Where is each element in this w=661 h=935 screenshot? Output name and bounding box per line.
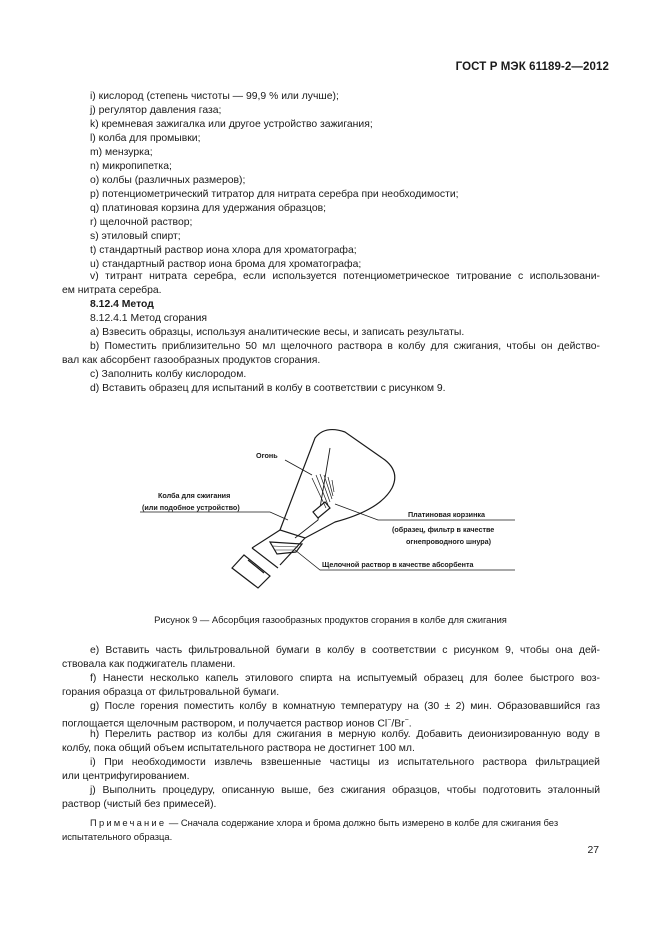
list-item: j) регулятор давления газа; [90, 105, 222, 116]
step-c: c) Заполнить колбу кислородом. [90, 369, 247, 380]
note-line2: испытательного образца. [62, 831, 173, 842]
label-solution: Щелочной раствор в качестве абсорбента [322, 560, 474, 569]
step-h-line2: колбу, пока общий объем испытательного раствора не достигнет 100 мл. [62, 743, 415, 754]
list-item: n) микропипетка; [90, 161, 172, 172]
list-item: i) кислород (степень чистоты — 99,9 % или лучше); [90, 91, 339, 102]
list-item: l) колба для промывки; [90, 133, 201, 144]
step-d: d) Вставить образец для испытаний в колбу в соответствии с рисунком 9. [90, 383, 446, 394]
step-b-line2: вал как абсорбент газообразных продуктов сгорания. [62, 355, 321, 366]
step-f-line2: горания образца от фильтровальной бумаги. [62, 687, 280, 698]
step-f-line1: f) Нанести несколько капель этилового спирта на испытуемый образец для более быстрого воз- [90, 673, 600, 684]
list-item: s) этиловый спирт; [90, 231, 181, 242]
subsection-heading: 8.12.4.1 Метод сгорания [90, 313, 208, 324]
list-item: o) колбы (различных размеров); [90, 175, 246, 186]
step-a: a) Взвесить образцы, используя аналитические весы, и записать результаты. [90, 327, 465, 338]
list-item: k) кремневая зажигалка или другое устройство зажигания; [90, 119, 373, 130]
step-g-line1: g) После горения поместить колбу в комнатную температуру на (30 ± 2) мин. Образовавшийся газ [90, 701, 600, 712]
step-j-line1: j) Выполнить процедуру, описанную выше, без сжигания образцов, чтобы подготовить эталонный [90, 785, 600, 796]
note-label: Примечание [90, 817, 167, 828]
label-basket-1: Платиновая корзинка [408, 510, 486, 519]
note-text-1: — Сначала содержание хлора и брома должно быть измерено в колбе для сжигания без [166, 817, 559, 828]
figure-caption: Рисунок 9 — Абсорбция газообразных продуктов сгорания в колбе для сжигания [154, 614, 507, 625]
list-item: q) платиновая корзина для удержания образцов; [90, 203, 327, 214]
step-g-text-a: поглощается щелочным раствором, и получается раствор ионов Cl [62, 718, 388, 730]
step-g-text-b: /Br [391, 718, 405, 730]
list-item-v-line2: ем нитрата серебра. [62, 285, 162, 296]
step-j-line2: раствор (чистый без примесей). [62, 799, 217, 810]
step-e-line1: e) Вставить часть фильтровальной бумаги в колбу в соответствии с рисунком 9, чтобы она дей- [90, 645, 600, 656]
list-item-v-line1: v) титрант нитрата серебра, если используется потенциометрическое титрование с использовани- [90, 271, 600, 282]
flask-diagram [130, 420, 530, 595]
holder-wire [295, 448, 330, 538]
flask-bulb [280, 430, 395, 538]
superscript-minus-cl: − [387, 717, 392, 724]
section-heading: 8.12.4 Метод [90, 299, 154, 310]
step-b-line1: b) Поместить приблизительно 50 мл щелочного раствора в колбу для сжигания, чтобы он действо- [90, 341, 600, 352]
step-h-line1: h) Перелить раствор из колбы для сжигания в мерную колбу. Добавить деионизированную воду в [90, 729, 600, 740]
label-flask-1: Колба для сжигания [158, 491, 231, 500]
list-item: r) щелочной раствор; [90, 217, 193, 228]
combustion-flask-figure [130, 420, 530, 595]
list-item: u) стандартный раствор иона брома для хроматографа; [90, 259, 362, 270]
document-header: ГОСТ Р МЭК 61189-2—2012 [455, 61, 609, 73]
list-item: t) стандартный раствор иона хлора для хроматографа; [90, 245, 357, 256]
step-e-line2: ствовала как поджигатель пламени. [62, 659, 236, 670]
list-item: m) мензурка; [90, 147, 153, 158]
step-g-text-c: . [408, 718, 412, 730]
step-i-line1: i) При необходимости извлечь взвешенные частицы из испытательного раствора фильтрацией [90, 757, 600, 768]
flask-stopper [232, 555, 270, 588]
step-i-line2: или центрифугированием. [62, 771, 190, 782]
superscript-minus-br: − [404, 717, 409, 724]
label-flask-2: (или подобное устройство) [142, 503, 240, 512]
label-basket-2: (образец, фильтр в качестве [392, 525, 495, 534]
leader-flask [140, 512, 288, 520]
leader-fire [285, 460, 312, 475]
note-line1 [90, 816, 600, 829]
page-number: 27 [587, 845, 599, 856]
label-basket-3: огнепроводного шнура) [406, 537, 492, 546]
list-item: p) потенциометрический титратор для нитрата серебра при необходимости; [90, 189, 459, 200]
label-fire: Огонь [256, 451, 278, 460]
